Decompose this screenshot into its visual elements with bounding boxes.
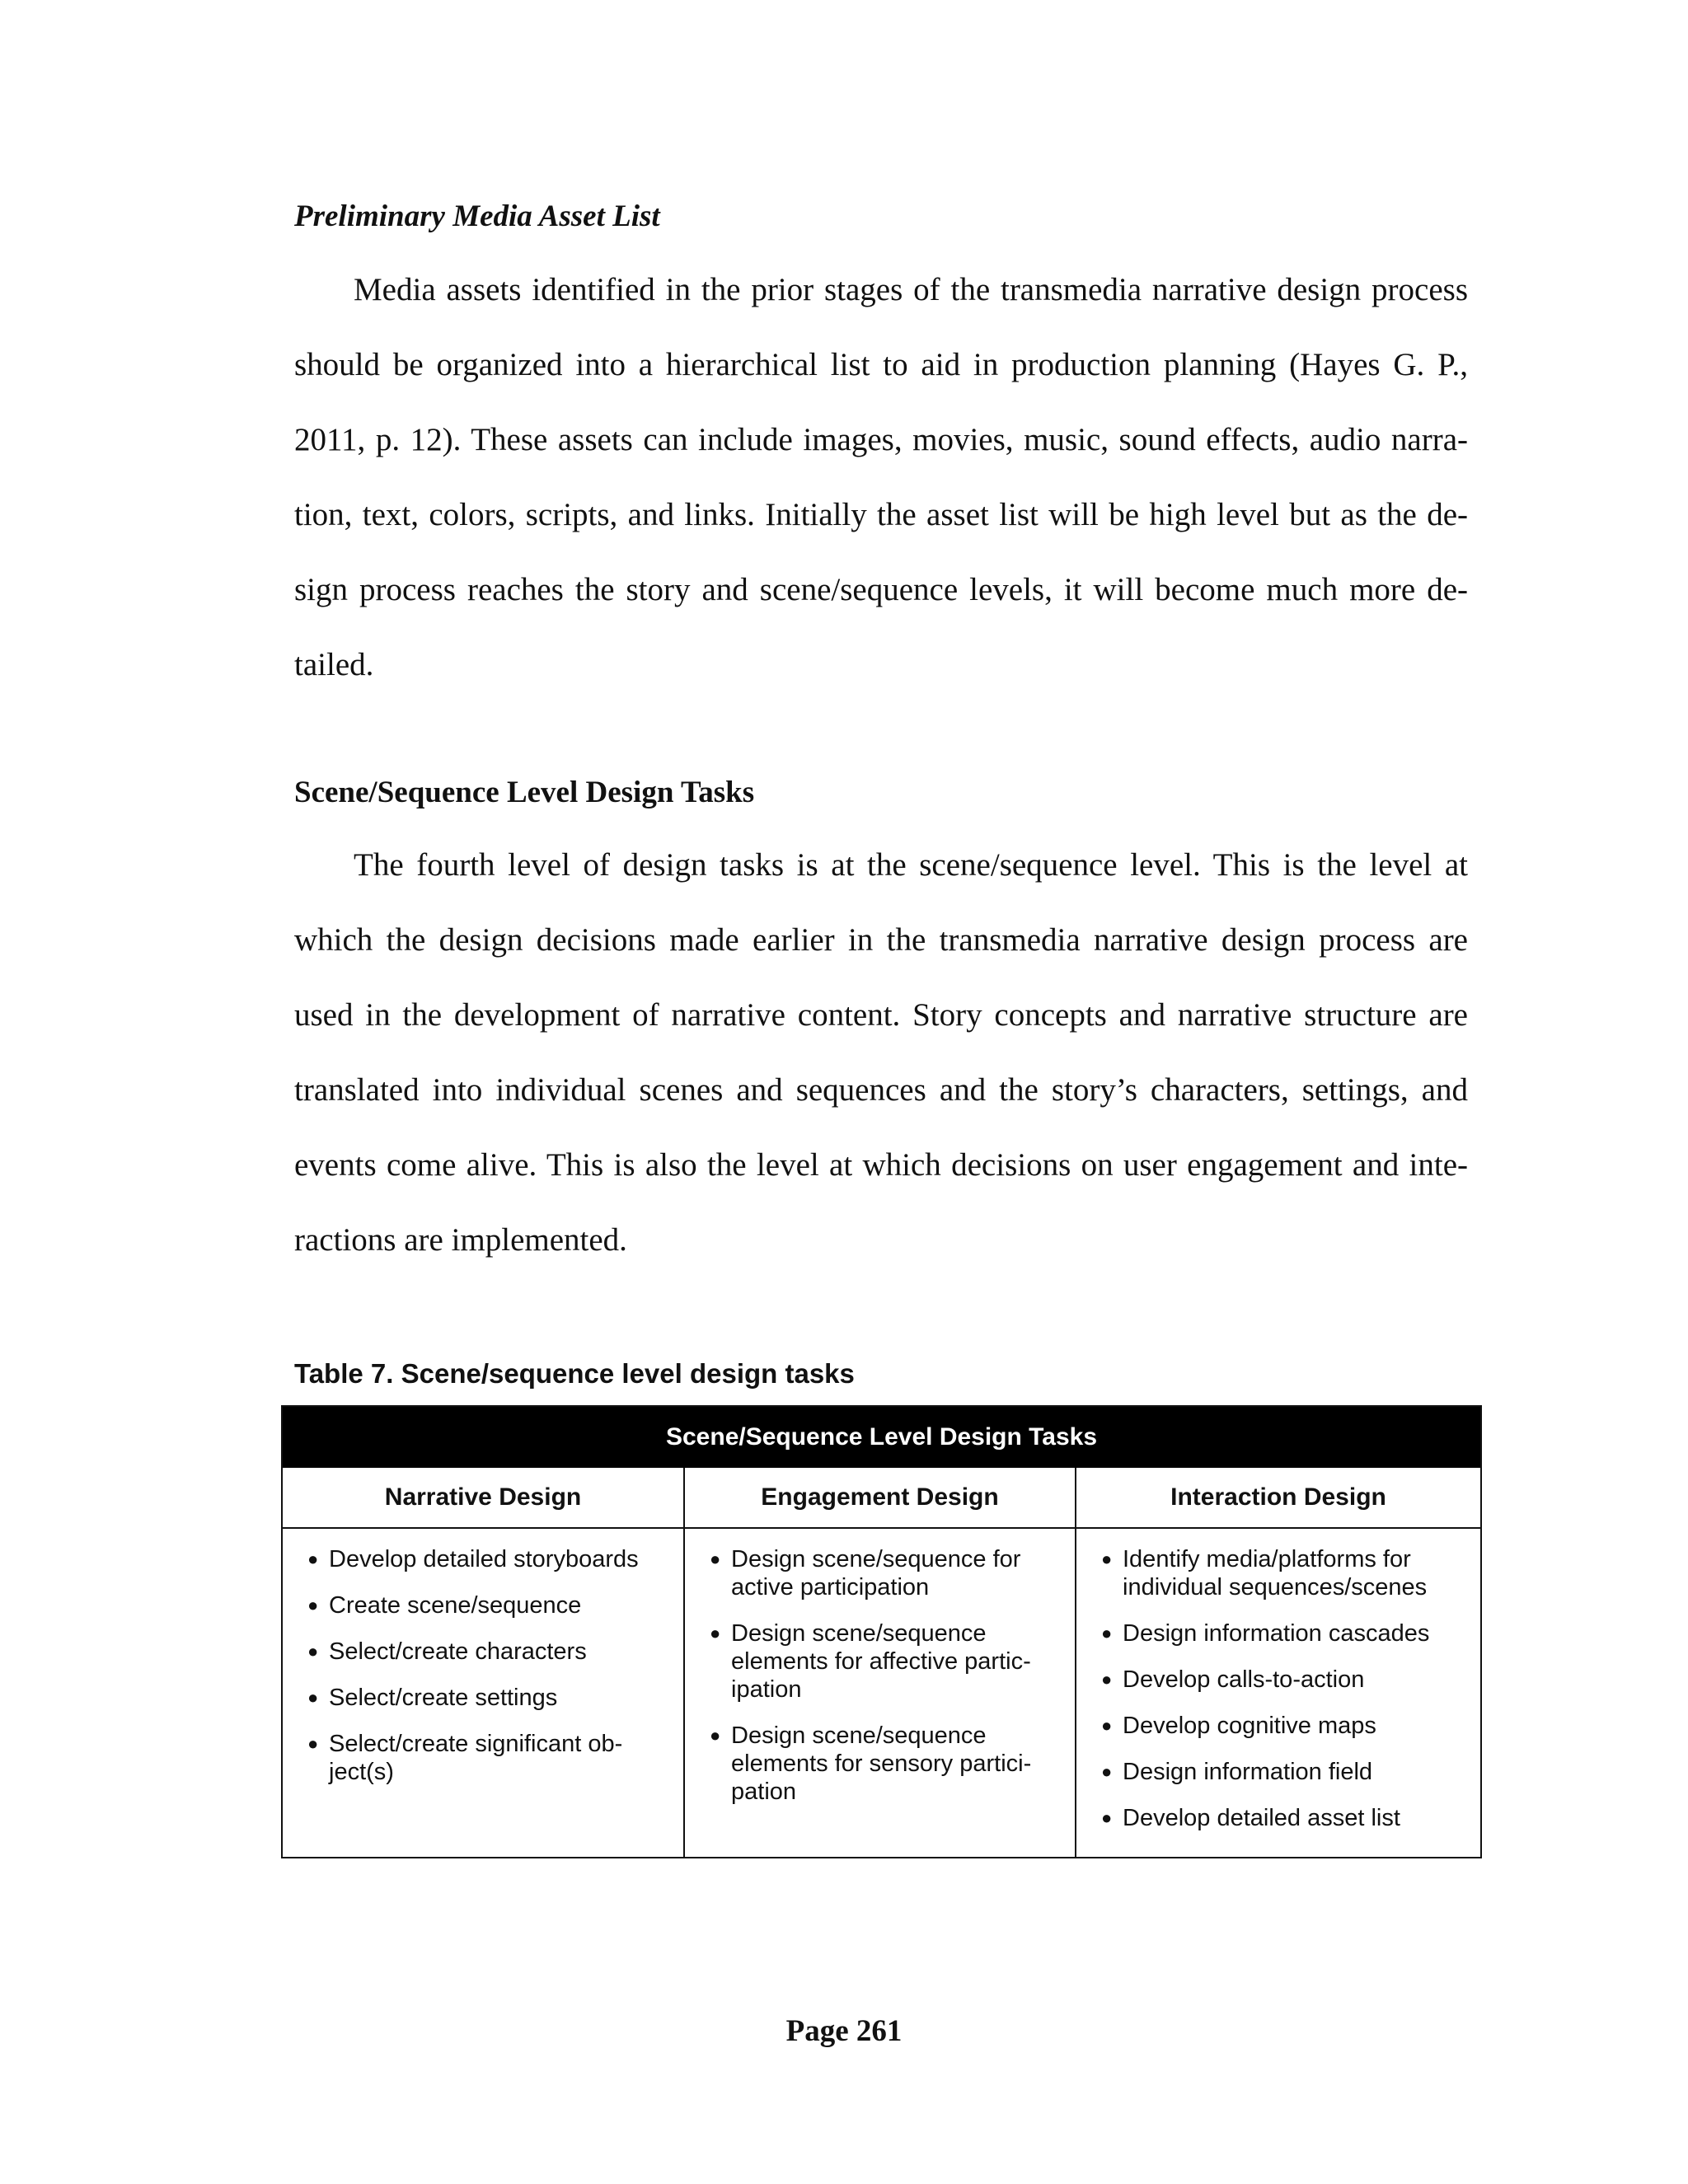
column-interaction-design (1076, 1529, 1480, 1857)
column-header-narrative-design: Narrative Design (283, 1468, 685, 1527)
bullet-icon: ● (307, 1687, 319, 1708)
list-item: ● Design scene/sequence elements for affective partic-ipation (710, 1620, 1031, 1703)
list-item: ● Design information cascades (1101, 1620, 1430, 1647)
bullet-icon: ● (307, 1549, 319, 1569)
paragraph-line: tailed. (294, 647, 374, 682)
paragraph-line: which the design decisions made earlier in the transmedia narrative design process are (294, 922, 1468, 958)
table-caption: Table 7. Scene/sequence level design tasks (294, 1358, 855, 1389)
column-header-engagement-design: Engagement Design (685, 1468, 1076, 1527)
table-header-row (283, 1468, 1480, 1529)
bullet-icon: ● (1101, 1761, 1113, 1782)
bullet-icon: ● (1101, 1715, 1113, 1736)
paragraph-scene-sequence-tasks (294, 827, 1468, 1277)
section-heading-media-asset-list: Preliminary Media Asset List (294, 199, 660, 233)
bullet-icon: ● (1101, 1549, 1113, 1569)
page-number: Page 261 (785, 2014, 903, 2048)
list-item: ● Select/create characters (307, 1638, 587, 1665)
paragraph-media-asset-list (294, 252, 1468, 702)
task-list (685, 1545, 1075, 1806)
bullet-icon: ● (1101, 1623, 1113, 1643)
bullet-icon: ● (710, 1725, 721, 1746)
column-engagement-design (685, 1529, 1076, 1857)
list-item: ● Design scene/sequence for active participation (710, 1546, 1021, 1601)
list-item: ● Select/create significant ob-ject(s) (307, 1731, 623, 1785)
table-title: Scene/Sequence Level Design Tasks (283, 1407, 1480, 1468)
design-tasks-table (281, 1405, 1482, 1858)
column-narrative-design (283, 1529, 685, 1857)
paragraph-line: events come alive. This is also the level at which decisions on user engagement and inte- (294, 1147, 1468, 1183)
bullet-icon: ● (307, 1641, 319, 1661)
paragraph-line: Media assets identified in the prior stages of the transmedia narrative design process (354, 272, 1468, 307)
list-item: ● Develop detailed asset list (1101, 1805, 1400, 1831)
list-item: ● Develop cognitive maps (1101, 1713, 1376, 1739)
paragraph-line: should be organized into a hierarchical list to aid in production planning (Hayes G. P., (294, 347, 1468, 382)
bullet-icon: ● (307, 1595, 319, 1615)
paragraph-line: 2011, p. 12). These assets can include images, movies, music, sound effects, audio narra- (294, 422, 1468, 457)
paragraph-line: sign process reaches the story and scene/sequence levels, it will become much more de- (294, 572, 1468, 607)
paragraph-line: used in the development of narrative content. Story concepts and narrative structure are (294, 997, 1468, 1033)
bullet-icon: ● (710, 1549, 721, 1569)
paragraph-line: tion, text, colors, scripts, and links. Initially the asset list will be high level but as the de- (294, 497, 1468, 532)
list-item: ● Develop detailed storyboards (307, 1546, 639, 1572)
paragraph-line: The fourth level of design tasks is at the scene/sequence level. This is the level at (354, 847, 1468, 883)
list-item: ● Create scene/sequence (307, 1592, 582, 1619)
bullet-icon: ● (710, 1623, 721, 1643)
list-item: ● Select/create settings (307, 1685, 558, 1711)
list-item: ● Design information field (1101, 1759, 1373, 1785)
paragraph-line: translated into individual scenes and sequences and the story’s characters, settings, and (294, 1072, 1468, 1108)
table-body-row (283, 1529, 1480, 1857)
list-item: ● Identify media/platforms for individual sequences/scenes (1101, 1546, 1428, 1601)
bullet-icon: ● (1101, 1669, 1113, 1690)
section-heading-scene-sequence-tasks: Scene/Sequence Level Design Tasks (294, 776, 755, 809)
bullet-icon: ● (1101, 1807, 1113, 1828)
bullet-icon: ● (307, 1733, 319, 1754)
paragraph-line: ractions are implemented. (294, 1222, 627, 1258)
task-list (1076, 1545, 1480, 1832)
list-item: ● Design scene/sequence elements for sensory partici-pation (710, 1722, 1032, 1805)
column-header-interaction-design: Interaction Design (1170, 1483, 1386, 1511)
task-list (283, 1545, 683, 1786)
list-item: ● Develop calls-to-action (1101, 1666, 1365, 1693)
